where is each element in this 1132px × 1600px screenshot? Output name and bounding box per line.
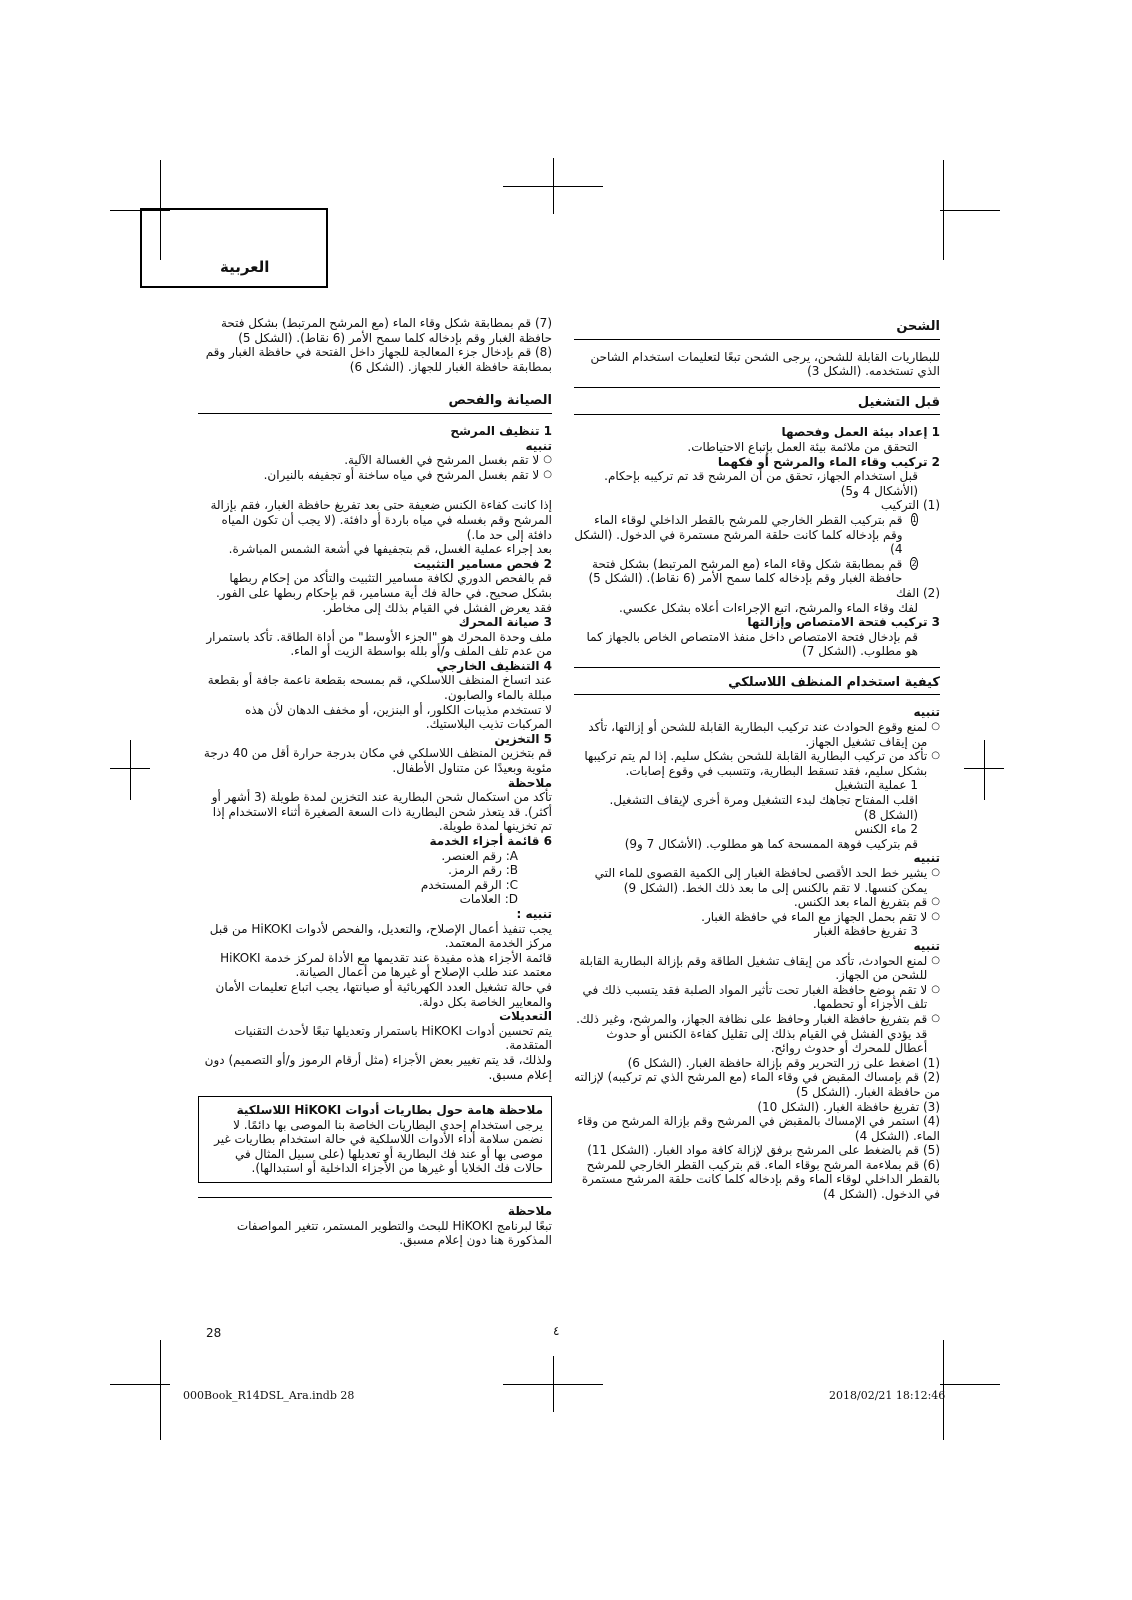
item-body: إذا كانت كفاءة الكنس ضعيفة حتى بعد تفريغ حافظة الغبار، فقم بإزالة المرشح وقم بغسله في مياه باردة أو دافئة. (لا يجب أن تكون المياه دافئة إلى حد ما.) (210, 498, 552, 542)
step-text: (6) قم بملاءمة المرشح بوقاء الماء. قم بتركيب القطر الخارجي للمرشح بالقطر الداخلي لوقاء الماء وقم بإدخاله كلما كانت حلقة المرشح مستمرة في الدخول. (الشكل 4) (581, 1157, 940, 1202)
step-text: قم بتركيب القطر الخارجي للمرشح بالقطر الداخلي لوقاء الماء وقم بإدخاله كلما كانت حلقة المرشح مستمرة في الدخول. (الشكل 4) (574, 512, 903, 557)
caution-bullet: ○ لا تقم بغسل المرشح في مياه ساخنة أو تجفيفه بالنيران. (198, 468, 552, 483)
caution-bullet: ○ لا تقم بغسل المرشح في الغسالة الآلية. (198, 453, 552, 468)
step-text: (4) استمر في الإمساك بالمقبض في المرشح وقم بإزالة المرشح من وقاء الماء. (الشكل 4) (577, 1114, 940, 1143)
caution-label: تنبيه (525, 438, 552, 453)
caution-body: قائمة الأجزاء هذه مفيدة عند تقديمها مع الأداة لمركز خدمة HiKOKI معتمد عند طلب الإصلاح أو غيرها من أعمال الصيانة. (220, 950, 552, 980)
step-text: (8) قم بإدخال جزء المعالجة للجهاز داخل الفتحة في حافظة الغبار وقم بمطابقة حافظة الغبار للجهاز. (الشكل 6) (205, 345, 552, 374)
crop-mark (984, 740, 985, 800)
item-body: قم بتركيب فوهة الممسحة كما هو مطلوب. (الأشكال 7 و9) (624, 836, 918, 851)
charging-body: للبطاريات القابلة للشحن، يرجى الشحن تبعًا لتعليمات استخدام الشاحن الذي تستخدمه. (الشكل 3) (590, 349, 940, 379)
step-text: (2) قم بإمساك المقبض في وقاء الماء (مع المرشح الذي تم تركيبه) لإزالته من حافظة الغبار. (الشكل 5) (574, 1070, 940, 1099)
section-title-before-operation: قبل التشغيل (574, 387, 940, 416)
list-item: B: رقم الرمز. (448, 863, 518, 878)
step-text: (5) قم بالضغط على المرشح برفق لإزالة كافة مواد الغبار. (الشكل 11) (587, 1143, 940, 1158)
item-title: 2 تركيب وقاء الماء والمرشح أو فكهما (717, 454, 940, 469)
caution-label: تنبيه (913, 938, 940, 953)
right-column (574, 316, 940, 1202)
caution-bullet: ○ قم بتفريغ الماء بعد الكنس. (574, 895, 940, 910)
item-body: التحقق من ملائمة بيئة العمل بإتباع الاحتياطات. (687, 439, 918, 454)
arabic-page-number: ٤ (553, 1324, 560, 1338)
caution-body: يجب تنفيذ أعمال الإصلاح، والتعديل، والفحص لأدوات HiKOKI من قبل مركز الخدمة المعتمد. (209, 921, 552, 951)
section-title-charging: الشحن (574, 320, 940, 340)
list-item: A: رقم العنصر. (441, 848, 518, 863)
modifications-label: التعديلات (499, 1009, 552, 1024)
crop-mark (503, 186, 603, 187)
battery-notice-box (198, 1096, 552, 1183)
item-title: 1 عملية التشغيل (834, 778, 918, 793)
crop-mark (964, 768, 1004, 769)
crop-mark (503, 1384, 603, 1385)
list-item: C: الرقم المستخدم (420, 877, 518, 892)
item-title: 1 تنظيف المرشح (450, 423, 552, 438)
item-title: 5 التخزين (494, 731, 552, 746)
caution-body: في حالة تشغيل العدد الكهربائية أو صيانتها، يجب اتباع تعليمات الأمان والمعايير الخاصة بكل دولة. (215, 979, 552, 1009)
item-title: 6 قائمة أجزاء الخدمة (429, 834, 552, 848)
crop-mark (160, 1340, 161, 1440)
item-body: ملف وحدة المحرك هو "الجزء الأوسط" من أداة الطاقة. تأكد باستمرار من عدم تلف الملف و/أو بلله بواسطة الزيت أو الماء. (206, 629, 552, 659)
circled-number-icon: 1 (911, 514, 917, 524)
step-text: (7) قم بمطابقة شكل وقاء الماء (مع المرشح المرتبط) بشكل فتحة حافظة الغبار وقم بإدخاله كلما سمح الأمر (6 نقاط). (الشكل 5) (220, 316, 552, 345)
list-item: D: العلامات (459, 892, 518, 907)
note-body: تبعًا لبرنامج HiKOKI للبحث والتطوير المستمر، تتغير المواصفات المذكورة هنا دون إعلام مسبق. (236, 1218, 552, 1248)
caution-label: تنبيه (913, 851, 940, 866)
crop-mark (130, 740, 131, 800)
final-note (198, 1197, 552, 1248)
step-text: قم بمطابقة شكل وقاء الماء (مع المرشح المرتبط) بشكل فتحة حافظة الغبار وقم بإدخاله كلما سمح الأمر (6 نقاط). (الشكل 5) (588, 556, 903, 586)
item-body: قبل استخدام الجهاز، تحقق من أن المرشح قد تم تركيبه بإحكام. (الأشكال 4 و5) (604, 469, 918, 498)
item-body: قم بالفحص الدوري لكافة مسامير التثبيت والتأكد من إحكام ربطها بشكل صحيح. في حالة فك أية مسامير، قم بإحكام ربطها على الفور. فقد يعرض الفشل في القيام بذلك إلى مخاطر. (215, 571, 552, 615)
step (574, 557, 940, 586)
note-label: ملاحظة (507, 775, 552, 790)
note-label: ملاحظة (507, 1204, 552, 1219)
section-title-how-to-use: كيفية استخدام المنظف اللاسلكي (574, 667, 940, 696)
battery-notice-title: ملاحظة هامة حول بطاريات أدوات HiKOKI اللاسلكية (236, 1103, 543, 1118)
crop-mark (110, 768, 150, 769)
modifications-body: يتم تحسين أدوات HiKOKI باستمرار وتعديلها تبعًا لأحدث التقنيات المتقدمة. (234, 1023, 552, 1053)
caution-label: تنبيه : (516, 906, 552, 921)
page-number: 28 (206, 1326, 222, 1340)
caution-bullet: ○ يشير خط الحد الأقصى لحافظة الغبار إلى الكمية القصوى للماء التي يمكن كنسها. لا تقم بالكنس إلى ما بعد ذلك الخط. (الشكل 9) (574, 866, 940, 895)
item-title: 1 إعداد بيئة العمل وفحصها (781, 425, 940, 440)
language-tab (140, 208, 328, 288)
item-body: قم بإدخال فتحة الامتصاص داخل منفذ الامتصاص الخاص بالجهاز كما هو مطلوب. (الشكل 7) (586, 629, 918, 659)
crop-mark (940, 210, 1000, 211)
caution-bullet: ○ قم بتفريغ حافظة الغبار وحافظ على نظافة الجهاز، والمرشح، وغير ذلك. قد يؤدي الفشل في القيام بذلك إلى تقليل كفاءة الكنس أو حدوث أعطال للمحرك أو حدوث روائح. (574, 1012, 940, 1056)
item-title: 4 التنظيف الخارجي (436, 658, 552, 673)
caution-bullet: ○ لا تقم بحمل الجهاز مع الماء في حافظة الغبار. (574, 910, 940, 925)
battery-notice-body: يرجى استخدام إحدى البطاريات الخاصة بنا الموصى بها دائمًا. لا نضمن سلامة أداء الأدوات اللاسلكية في حالة استخدام بطاريات غير موصى بها أو عند فك البطارية أو تعديلها (على سبيل المثال في حالات فك الخلايا أو غيرها من الأجزاء الداخلية أو استبدالها). (214, 1117, 543, 1176)
language-label: العربية (220, 258, 270, 276)
item-title: 3 تفريغ حافظة الغبار (814, 924, 918, 939)
item-title: 3 تركيب فتحة الامتصاص وإزالتها (747, 615, 940, 630)
crop-mark (940, 1384, 1000, 1385)
item-body: عند اتساخ المنظف اللاسلكي، قم بمسحه بقطعة ناعمة جافة أو بقطعة مبللة بالماء والصابون. (207, 673, 552, 703)
step (574, 513, 940, 557)
item-title: 2 فحص مسامير التثبيت (413, 556, 552, 571)
step-text: (1) اضغط على زر التحرير وقم بإزالة حافظة الغبار. (الشكل 6) (627, 1055, 940, 1070)
caution-bullet: ○ لمنع الحوادث، تأكد من إيقاف تشغيل الطاقة وقم بإزالة البطارية القابلة للشحن من الجهاز. (574, 954, 940, 983)
caution-label: تنبيه (913, 705, 940, 720)
item-title: 3 صيانة المحرك (458, 615, 552, 630)
step-text: (3) تفريغ حافظة الغبار. (الشكل 10) (757, 1099, 940, 1114)
section-title-maintenance: الصيانة والفحص (198, 394, 552, 414)
left-column (198, 316, 552, 1248)
item-body: لا تستخدم مذيبات الكلور، أو البنزين، أو مخفف الدهان لأن هذه المركبات تذيب البلاستيك. (244, 702, 552, 732)
item-body: قم بتخزين المنظف اللاسلكي في مكان بدرجة حرارة أقل من 40 درجة مئوية وبعيدًا عن متناول الأطفال. (203, 746, 552, 776)
note-body: تأكد من استكمال شحن البطارية عند التخزين لمدة طويلة (3 أشهر أو أكثر). قد يتعذر شحن البطارية ذات السعة الصغيرة أثناء الاستخدام إذا تم تخزينها لمدة طويلة. (211, 790, 552, 834)
sub-heading: (1) التركيب (880, 498, 940, 513)
sub-heading: (2) الفك (896, 585, 940, 600)
item-body: لفك وقاء الماء والمرشح، اتبع الإجراءات أعلاه بشكل عكسي. (619, 600, 918, 615)
caution-bullet: ○ لا تقم بوضع حافظة الغبار تحت تأثير المواد الصلبة فقد يتسبب ذلك في تلف الأجزاء أو تحطمها. (574, 983, 940, 1012)
circled-number-icon: 2 (911, 558, 917, 568)
item-title: 2 ماء الكنس (854, 822, 918, 837)
item-body: بعد إجراء عملية الغسل، قم بتجفيفها في أشعة الشمس المباشرة. (228, 542, 552, 557)
crop-mark (110, 1384, 170, 1385)
timestamp: 2018/02/21 18:12:46 (829, 1389, 946, 1402)
item-body: اقلب المفتاح تجاهك لبدء التشغيل ومرة أخرى لإيقاف التشغيل. (الشكل 8) (609, 793, 918, 822)
caution-bullet: ○ تأكد من تركيب البطارية القابلة للشحن بشكل سليم. إذا لم يتم تركيبها بشكل سليم، فقد تسقط البطارية، وتتسبب في وقوع إصابات. (574, 749, 940, 778)
caution-bullet: ○ لمنع وقوع الحوادث عند تركيب البطارية القابلة للشحن أو إزالتها، تأكد من إيقاف تشغيل الجهاز. (574, 720, 940, 749)
file-name: 000Book_R14DSL_Ara.indb 28 (183, 1389, 355, 1402)
modifications-body: ولذلك، قد يتم تغيير بعض الأجزاء (مثل أرقام الرموز و/أو التصميم) دون إعلام مسبق. (204, 1052, 552, 1082)
